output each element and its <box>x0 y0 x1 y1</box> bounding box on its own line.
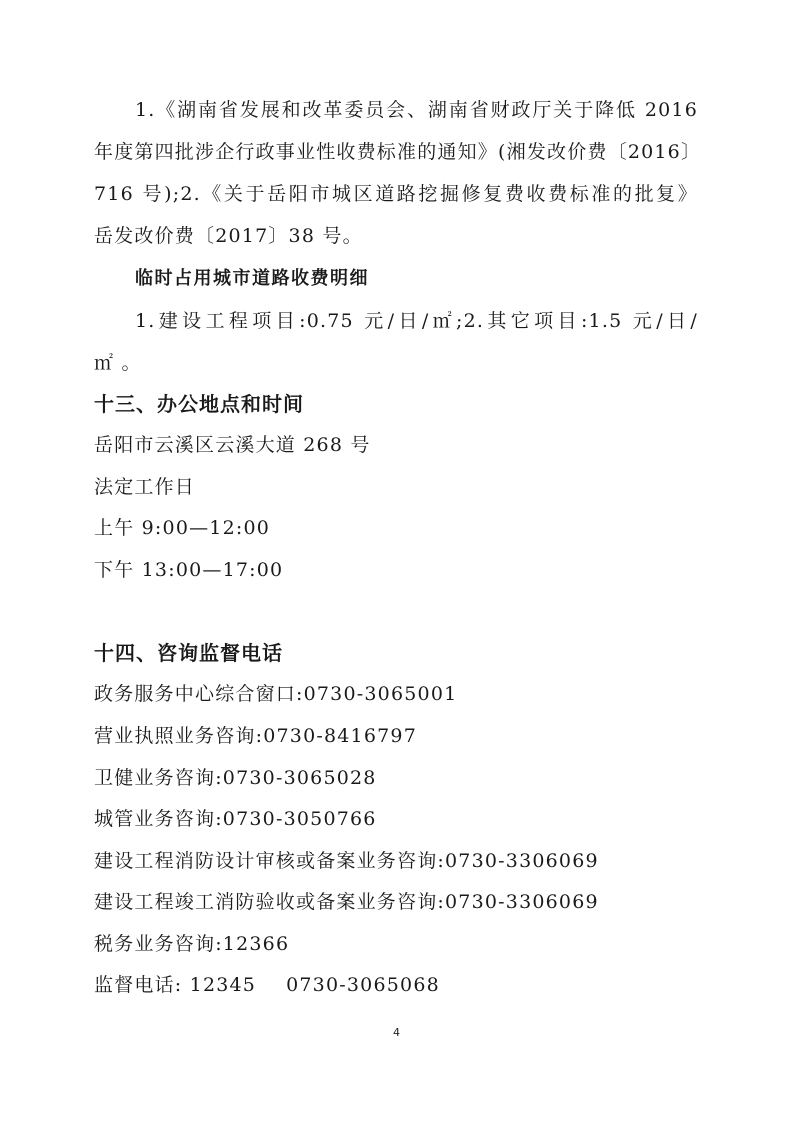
basis-line-2: 年度第四批涉企行政事业性收费标准的通知》(湘发改价费〔2016〕 <box>94 141 702 163</box>
basis-line-1: 1.《湖南省发展和改革委员会、湖南省财政厅关于降低 2016 <box>135 99 698 121</box>
section-13-heading: 十三、办公地点和时间 <box>94 392 304 416</box>
phone-line-urban-management: 城管业务咨询:0730-3050766 <box>94 808 377 830</box>
supervise-phone-line <box>94 973 440 997</box>
basis-line-4: 岳发改价费〔2017〕38 号。 <box>94 225 363 247</box>
phone-line-health: 卫健业务咨询:0730-3065028 <box>94 767 377 789</box>
office-workday: 法定工作日 <box>94 476 196 498</box>
office-hours-morning: 上午 9:00—12:00 <box>94 517 271 539</box>
supervise-phone-1: 12345 <box>189 974 257 996</box>
road-fee-line-2: ㎡ 。 <box>94 352 142 374</box>
phone-line-fire-design: 建设工程消防设计审核或备案业务咨询:0730-3306069 <box>94 850 599 872</box>
phone-line-tax: 税务业务咨询:12366 <box>94 933 290 955</box>
office-address: 岳阳市云溪区云溪大道 268 号 <box>94 434 371 456</box>
basis-line-3: 716 号);2.《关于岳阳市城区道路挖掘修复费收费标准的批复》 <box>94 183 698 205</box>
section-14-heading: 十四、咨询监督电话 <box>94 641 283 665</box>
road-fee-heading: 临时占用城市道路收费明细 <box>135 268 369 289</box>
supervise-label: 监督电话: <box>94 974 183 996</box>
phone-line-service-center: 政务服务中心综合窗口:0730-3065001 <box>94 683 458 705</box>
phone-line-fire-acceptance: 建设工程竣工消防验收或备案业务咨询:0730-3306069 <box>94 891 599 913</box>
road-fee-line-1: 1.建设工程项目:0.75 元/日/㎡;2.其它项目:1.5 元/日/ <box>135 310 698 332</box>
supervise-phone-2: 0730-3065068 <box>286 974 440 996</box>
office-hours-afternoon: 下午 13:00—17:00 <box>94 559 284 581</box>
page-number: 4 <box>393 1026 400 1039</box>
phone-line-business-license: 营业执照业务咨询:0730-8416797 <box>94 725 417 747</box>
